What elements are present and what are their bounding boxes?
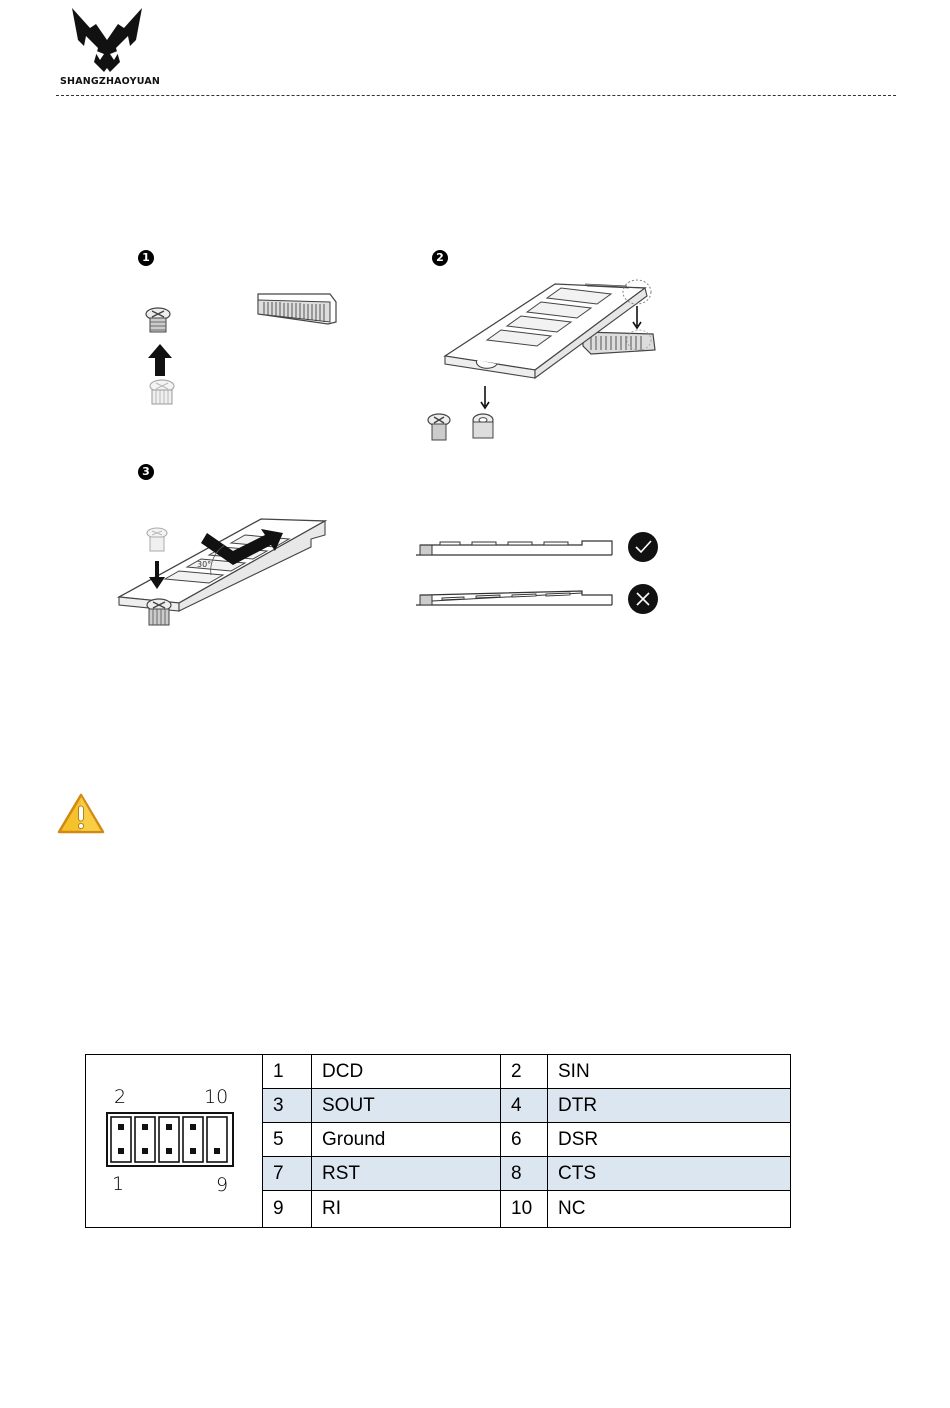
step-2-badge: 2 xyxy=(432,250,448,266)
shangzhaoyuan-logo-icon xyxy=(70,6,144,72)
angle-label: 30° xyxy=(197,560,212,569)
flat-install-diagram xyxy=(416,541,612,555)
step-3-badge: 3 xyxy=(138,464,154,480)
standoff-icon xyxy=(473,414,493,438)
install-comparison xyxy=(412,525,672,620)
pin-signal: RI xyxy=(312,1191,501,1228)
step-1-illustration xyxy=(130,280,360,410)
pin-number: 3 xyxy=(263,1089,312,1123)
pin-number: 8 xyxy=(501,1157,548,1191)
pin-signal: SIN xyxy=(548,1055,791,1089)
pin-number: 1 xyxy=(263,1055,312,1089)
pin-signal: DSR xyxy=(548,1123,791,1157)
pin-number: 2 xyxy=(501,1055,548,1089)
pin-label-9: 9 xyxy=(216,1174,229,1196)
connector-diagram-cell xyxy=(86,1055,263,1228)
pin-signal: NC xyxy=(548,1191,791,1228)
step-3-illustration xyxy=(115,505,340,635)
step-2-illustration xyxy=(415,270,675,445)
screw-icon xyxy=(428,414,450,440)
step-1-badge: 1 xyxy=(138,250,154,266)
pin-number: 4 xyxy=(501,1089,548,1123)
check-circle-icon xyxy=(628,532,658,562)
pin-signal: RST xyxy=(312,1157,501,1191)
pin-number: 5 xyxy=(263,1123,312,1157)
arrow-down-icon xyxy=(633,306,641,328)
brand-name: SHANGZHAOYUAN xyxy=(60,76,161,87)
screw-icon xyxy=(146,308,170,332)
arrow-up-icon xyxy=(148,344,172,376)
pin-label-1: 1 xyxy=(112,1173,125,1195)
pin-number: 7 xyxy=(263,1157,312,1191)
pin-number: 9 xyxy=(263,1191,312,1228)
tilted-install-diagram xyxy=(416,591,612,605)
screw-icon xyxy=(147,599,171,625)
pin-label-2: 2 xyxy=(114,1086,127,1108)
cross-circle-icon xyxy=(628,584,658,614)
pin-label-10: 10 xyxy=(204,1086,229,1108)
screw-icon xyxy=(147,528,167,551)
header-divider xyxy=(56,95,896,96)
arrow-down-icon xyxy=(481,386,489,408)
pin-signal: SOUT xyxy=(312,1089,501,1123)
pin-signal: DCD xyxy=(312,1055,501,1089)
com-header-pin-table xyxy=(85,1054,791,1228)
10-pin-header-icon xyxy=(106,1112,236,1168)
table-row xyxy=(86,1055,791,1089)
pin-signal: DTR xyxy=(548,1089,791,1123)
ssd-card-icon xyxy=(445,284,647,378)
standoff-icon xyxy=(150,380,174,404)
pin-signal: Ground xyxy=(312,1123,501,1157)
warning-triangle-icon xyxy=(56,792,106,836)
pin-number: 6 xyxy=(501,1123,548,1157)
pin-signal: CTS xyxy=(548,1157,791,1191)
m2-connector-icon xyxy=(258,294,336,324)
pin-number: 10 xyxy=(501,1191,548,1228)
